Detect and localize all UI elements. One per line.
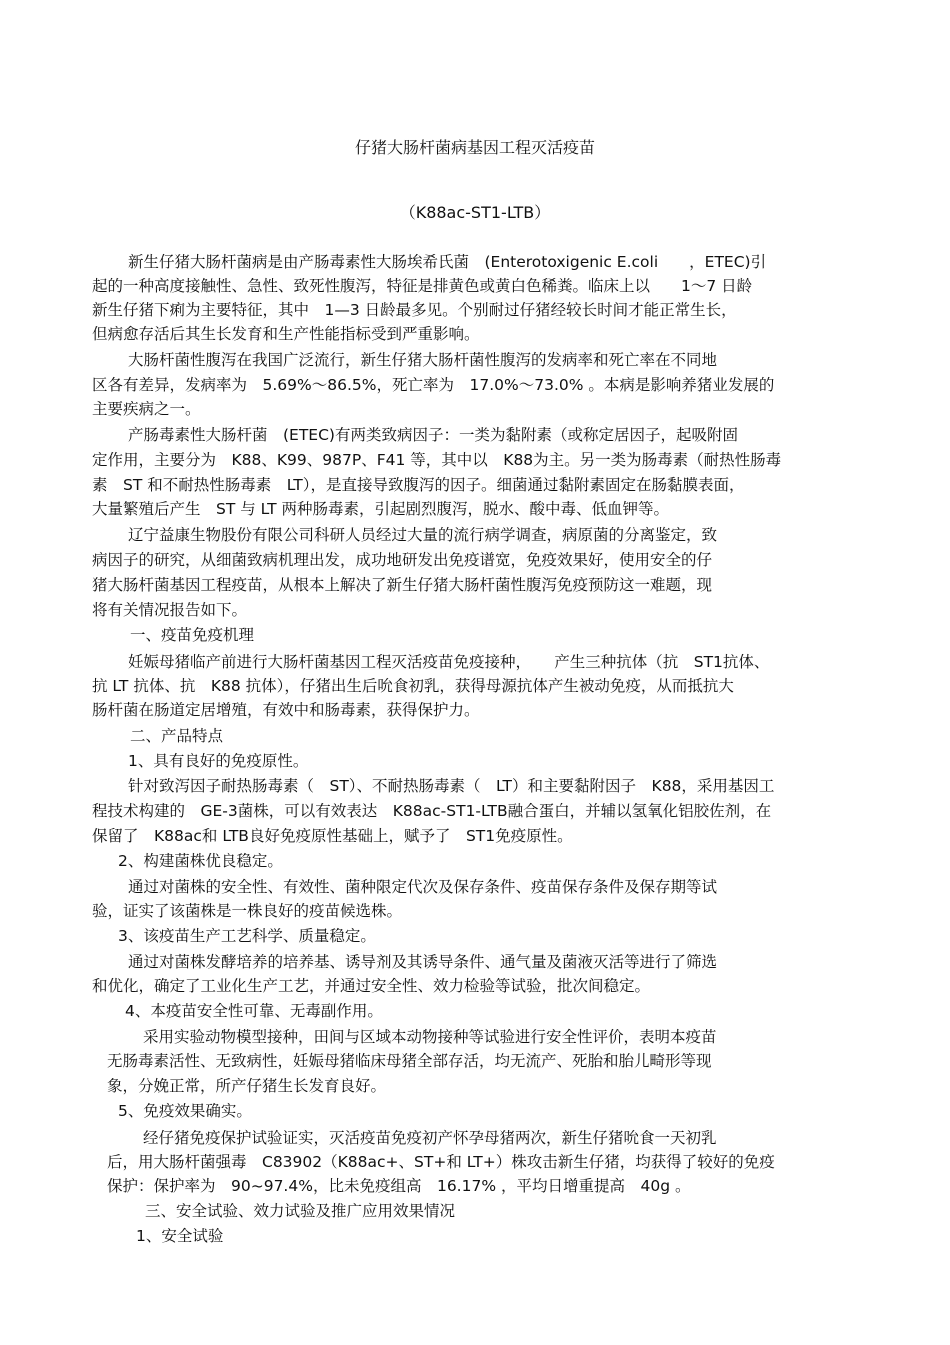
subsection-heading: 2、构建菌株优良稳定。	[118, 852, 283, 870]
text-line: 通过对菌株的安全性、有效性、菌种限定代次及保存条件、疫苗保存条件及保存期等试	[128, 878, 718, 896]
text-line: 程技术构建的 GE-3菌株，可以有效表达 K88ac-ST1-LTB融合蛋白，并辅以氢氧化铝胶佐剂，在	[92, 802, 772, 820]
section-heading: 三、安全试验、效力试验及推广应用效果情况	[145, 1202, 456, 1220]
text-line: 大量繁殖后产生 ST 与 LT 两种肠毒素，引起剧烈腹泻，脱水、酸中毒、低血钾等。	[92, 500, 670, 518]
section-heading: 一、疫苗免疫机理	[130, 626, 255, 644]
text-line: 保留了 K88ac和 LTB良好免疫原性基础上，赋予了 ST1免疫原性。	[92, 827, 573, 845]
text-line: 起的一种高度接触性、急性、致死性腹泻，特征是排黄色或黄白色稀粪。临床上以 1～7 日龄	[92, 277, 753, 295]
subsection-heading: 3、该疫苗生产工艺科学、质量稳定。	[118, 927, 376, 945]
text-line: 病因子的研究，从细菌致病机理出发，成功地研发出免疫谱宽，免疫效果好，使用安全的仔	[92, 551, 713, 569]
text-line: 新生仔猪下痢为主要特征，其中 1—3 日龄最多见。个别耐过仔猪经较长时间才能正常生长，	[92, 301, 737, 319]
text-line: 和优化，确定了工业化生产工艺，并通过安全性、效力检验等试验，批次间稳定。	[92, 977, 651, 995]
subsection-heading: 1、安全试验	[136, 1227, 224, 1245]
text-line: 主要疾病之一。	[92, 400, 201, 418]
text-line: 肠杆菌在肠道定居增殖，有效中和肠毒素，获得保护力。	[92, 701, 480, 719]
text-line: 产肠毒素性大肠杆菌 (ETEC)有两类致病因子：一类为黏附素（或称定居因子，起吸附固	[128, 426, 738, 444]
text-line: 大肠杆菌性腹泻在我国广泛流行，新生仔猪大肠杆菌性腹泻的发病率和死亡率在不同地	[128, 351, 718, 369]
text-line: 定作用，主要分为 K88、K99、987P、F41 等，其中以 K88为主。另一类为肠毒素（耐热性肠毒	[92, 451, 782, 469]
text-line: 区各有差异，发病率为 5.69%～86.5%，死亡率为 17.0%～73.0% 。本病是影响养猪业发展的	[92, 376, 775, 394]
text-line: 猪大肠杆菌基因工程疫苗，从根本上解决了新生仔猪大肠杆菌性腹泻免疫预防这一难题，现	[92, 576, 713, 594]
text-line: 通过对菌株发酵培养的培养基、诱导剂及其诱导条件、通气量及菌液灭活等进行了筛选	[128, 953, 718, 971]
subsection-heading: 1、具有良好的免疫原性。	[128, 752, 309, 770]
text-line: 将有关情况报告如下。	[92, 601, 248, 619]
subsection-heading: 4、本疫苗安全性可靠、无毒副作用。	[125, 1002, 383, 1020]
page-title: 仔猪大肠杆菌病基因工程灭活疫苗	[354, 138, 595, 157]
text-line: 验，证实了该菌株是一株良好的疫苗候选株。	[92, 902, 403, 920]
page-subtitle: （K88ac-ST1-LTB）	[399, 203, 551, 222]
text-line: 后，用大肠杆菌强毒 C83902（K88ac+、ST+和 LT+）株攻击新生仔猪，均获得了较好的免疫	[107, 1153, 775, 1171]
text-line: 无肠毒素活性、无致病性，妊娠母猪临床母猪全部存活，均无流产、死胎和胎儿畸形等现	[107, 1052, 712, 1070]
text-line: 辽宁益康生物股份有限公司科研人员经过大量的流行病学调查，病原菌的分离鉴定，致	[128, 526, 718, 544]
text-line: 新生仔猪大肠杆菌病是由产肠毒素性大肠埃希氏菌 (Enterotoxigenic E.coli ，ETEC)引	[128, 253, 767, 271]
text-line: 抗 LT 抗体、抗 K88 抗体），仔猪出生后吮食初乳，获得母源抗体产生被动免疫，从而抵抗大	[92, 677, 734, 695]
text-line: 经仔猪免疫保护试验证实，灭活疫苗免疫初产怀孕母猪两次，新生仔猪吮食一天初乳	[143, 1129, 717, 1147]
subsection-heading: 5、免疫效果确实。	[118, 1102, 252, 1120]
text-line: 采用实验动物模型接种，田间与区域本动物接种等试验进行安全性评价，表明本疫苗	[143, 1028, 717, 1046]
text-line: 妊娠母猪临产前进行大肠杆菌基因工程灭活疫苗免疫接种， 产生三种抗体（抗 ST1抗体、	[128, 653, 770, 671]
text-line: 但病愈存活后其生长发育和生产性能指标受到严重影响。	[92, 325, 480, 343]
text-line: 针对致泻因子耐热肠毒素（ ST）、不耐热肠毒素（ LT）和主要黏附因子 K88，采用基因工	[128, 777, 775, 795]
text-line: 保护：保护率为 90~97.4%，比未免疫组高 16.17% ，平均日增重提高 40g 。	[107, 1177, 691, 1195]
section-heading: 二、产品特点	[130, 727, 224, 745]
text-line: 象，分娩正常，所产仔猪生长发育良好。	[107, 1077, 387, 1095]
text-line: 素 ST 和不耐热性肠毒素 LT），是直接导致腹泻的因子。细菌通过黏附素固定在肠黏膜表面，	[92, 476, 745, 494]
